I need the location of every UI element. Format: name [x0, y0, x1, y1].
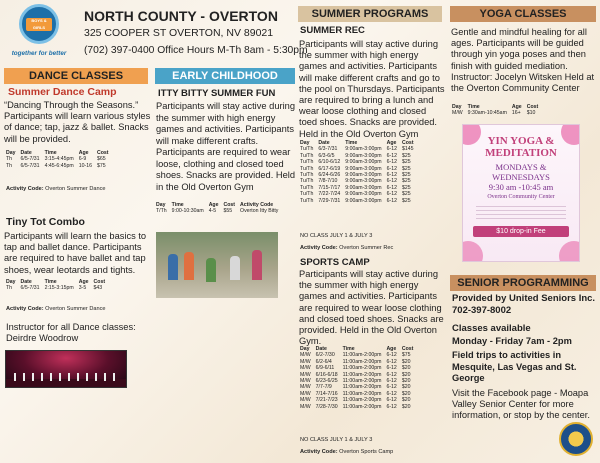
cell: 7/14-7/16: [315, 390, 338, 397]
cell: 6-12: [386, 403, 397, 410]
cell: 9:00am-3:00pm: [345, 165, 382, 172]
cell: 6/5-7/31: [20, 285, 40, 292]
cell: Th: [6, 156, 13, 163]
dance-camp-desc: “Dancing Through the Seasons.” Participants will learn various styles of dance; tap, jazz & ballet. Snacks will be provided.: [4, 100, 151, 144]
cell: Th: [6, 162, 13, 169]
cell: 6-9: [78, 156, 87, 163]
cell: $25: [402, 165, 411, 172]
flower-decoration: [462, 241, 483, 262]
child-figure: [184, 252, 194, 280]
cell: 6/16-6/18: [315, 371, 338, 378]
cell: 4:45-6:45pm: [44, 162, 74, 169]
cell: 6-12: [386, 378, 397, 385]
cell: 9:00am-3:00pm: [345, 159, 382, 166]
yoga-desc: Gentle and mindful healing for all ages. Participants will be guided through yin yoga poses and then finish with guided mediation. Instructor: Jocelyn Witsken Held at the Overton Community Center: [451, 27, 595, 94]
cell: 6-12: [386, 172, 398, 179]
cell: $20: [401, 365, 411, 372]
senior-classes-time: Monday - Friday 7am - 2pm: [452, 336, 572, 346]
flyer-time: 9:30 am -10:45 am: [488, 182, 554, 192]
cell: 11:00am-2:00pm: [342, 403, 382, 410]
cell: $25: [402, 191, 411, 198]
cell: 9:00am-3:00pm: [345, 152, 382, 159]
cell: 11:00am-2:00pm: [342, 352, 382, 359]
flyer-location: Overton Community Center: [487, 194, 555, 200]
early-childhood-photo: [156, 232, 278, 298]
cell: 9:00-10:30am: [171, 208, 204, 215]
cell: Tu/Th: [300, 165, 314, 172]
cell: 6-12: [386, 358, 397, 365]
cell: Tu/Th: [300, 159, 314, 166]
logo-tagline: together for better: [11, 50, 67, 57]
sports-camp-no-class: NO CLASS JULY 1 & JULY 3: [300, 437, 373, 443]
cell: $10: [526, 110, 536, 117]
code-value: Overton Summer Dance: [45, 306, 106, 312]
address: 325 COOPER ST OVERTON, NV 89021: [84, 27, 274, 39]
cell: 3:15-4:45pm: [44, 156, 74, 163]
cell: 6-12: [386, 191, 398, 198]
cell: 11:00am-2:00pm: [342, 384, 382, 391]
dance-instructor: Instructor for all Dance classes: Deirdre Woodrow: [6, 322, 136, 344]
sports-camp-code: [300, 449, 393, 456]
code-value: Overton Summer Rec: [339, 245, 394, 251]
cell: $25: [402, 172, 411, 179]
cell: 6-12: [386, 352, 397, 359]
cell: 6/9-6/11: [315, 365, 335, 372]
cell: $20: [401, 371, 411, 378]
dance-header: DANCE CLASSES: [4, 68, 148, 84]
cell: Tu/Th: [300, 172, 314, 179]
col-age: Age: [386, 140, 397, 146]
senior-classes-label: Classes available: [452, 323, 531, 334]
cell: 6/2-6/4: [315, 358, 332, 365]
logo-badge: [19, 4, 59, 44]
code-label: Activity Code:: [6, 306, 44, 312]
cell: 11:00am-2:00pm: [342, 378, 382, 385]
logo: [6, 4, 72, 64]
child-figure: [206, 258, 216, 282]
cell: 6/5-7/31: [20, 162, 40, 169]
cell: $20: [401, 403, 411, 410]
cell: 11:00am-2:00pm: [342, 390, 382, 397]
child-figure: [252, 250, 262, 280]
col-time: Time: [345, 140, 358, 146]
yoga-flyer: [462, 124, 580, 262]
cell: 6-12: [386, 184, 398, 191]
sports-camp-title: SPORTS CAMP: [300, 257, 370, 268]
cell: 7/22-7/24: [318, 191, 341, 198]
code-value: Overton Sports Camp: [339, 449, 394, 455]
col-age: Age: [386, 346, 397, 352]
cell: 3-5: [78, 285, 87, 292]
cell: $20: [401, 378, 411, 385]
col-date: Date: [315, 346, 327, 352]
cell: 6/10-6/12: [318, 159, 341, 166]
col-age: Age: [78, 279, 89, 285]
cell: Tu/Th: [300, 146, 314, 153]
cell: Th: [6, 285, 13, 292]
code-label: Activity Code:: [300, 449, 338, 455]
table-row: [6, 163, 114, 169]
sports-camp-table: [300, 346, 418, 410]
cell: M/W: [300, 371, 311, 378]
summer-rec-title: SUMMER REC: [300, 25, 365, 36]
cell: 6/17-6/19: [318, 165, 341, 172]
tiny-tot-table: [6, 279, 110, 292]
col-age: Age: [208, 202, 219, 208]
cell: Tu/Th: [300, 191, 314, 198]
cell: 6/24-6/26: [318, 172, 341, 179]
cell: M/W: [300, 378, 311, 385]
cell: 6-12: [386, 390, 397, 397]
cell: 4-5: [208, 208, 217, 215]
cell: 11:00am-2:00pm: [342, 397, 382, 404]
cell: 9:00am-3:00pm: [345, 178, 382, 185]
col-date: Date: [20, 150, 32, 156]
senior-provider: Provided by United Seniors Inc. 702-397-8002: [452, 293, 596, 316]
summer-rec-code: [300, 245, 393, 252]
cell: $25: [402, 159, 411, 166]
tiny-tot-desc: Participants will learn the basics to tap and ballet dance. Participants are required to have ballet and tap shoes, wear leotards and tights.: [4, 231, 147, 275]
cell: 6-12: [386, 397, 397, 404]
cell: 7/29-7/31: [318, 197, 341, 204]
cell: 6/23-6/25: [315, 378, 338, 385]
col-age: Age: [511, 104, 522, 110]
table-row: [300, 198, 419, 204]
cell: M/W: [300, 365, 311, 372]
cell: T/Th: [156, 208, 167, 215]
cell: $145: [402, 146, 414, 153]
cell: Tu/Th: [300, 152, 314, 159]
col-cost: Cost: [93, 279, 106, 285]
col-cost: Cost: [401, 346, 414, 352]
cell: $75: [97, 162, 106, 169]
itty-bitty-table: [156, 202, 283, 215]
cell: 7/21-7/23: [315, 397, 338, 404]
summer-programs-header: SUMMER PROGRAMS: [298, 6, 442, 22]
dancers: [14, 373, 119, 381]
cell: 6/3-6/5: [318, 152, 335, 159]
col-time: Time: [44, 150, 57, 156]
cell: 6/2-7/30: [315, 352, 335, 359]
flyer-fee: $10 drop-in Fee: [473, 226, 569, 237]
cell: 11:00am-2:00pm: [342, 371, 382, 378]
table-row: [452, 110, 543, 116]
page-title: NORTH COUNTY - OVERTON: [84, 8, 278, 24]
tiny-tot-title: Tiny Tot Combo: [6, 216, 85, 228]
cell: 7/8-7/10: [318, 178, 338, 185]
cell: M/W: [300, 358, 311, 365]
cell: $25: [402, 184, 411, 191]
tiny-tot-code: [6, 306, 105, 313]
child-figure: [168, 254, 178, 280]
summer-rec-desc: Participants will stay active during the summer with high energy games and activities. Participants will make different crafts and go to the pool on Thursdays. Participants are required to bring a lunch and wear loose clothing and closed toed shoes. Snacks are provided. Held in the Old Overton Gym: [299, 39, 445, 139]
cell: 9:30am-10:45am: [467, 110, 507, 117]
dance-camp-table: [6, 150, 114, 169]
col-activity-code: Activity Code: [240, 202, 274, 208]
col-time: Time: [44, 279, 57, 285]
cell: 7/7-7/9: [315, 384, 332, 391]
phone-hours: (702) 397-0400 Office Hours M-Th 8am - 5:30pm: [84, 45, 308, 56]
cell: $20: [401, 390, 411, 397]
flower-decoration: [559, 241, 580, 262]
cell: M/W: [300, 384, 311, 391]
col-time: Time: [171, 202, 184, 208]
dance-camp-code: [6, 186, 105, 193]
itty-bitty-title: ITTY BITTY SUMMER FUN: [158, 88, 276, 99]
cell: Overton Itty Bitty: [240, 208, 279, 215]
flyer-days: MONDAYS &: [495, 162, 547, 172]
cell: $55: [223, 208, 233, 215]
summer-rec-no-class: NO CLASS JULY 1 & JULY 3: [300, 233, 373, 239]
col-day: Day: [452, 104, 462, 110]
col-day: Day: [6, 150, 16, 156]
col-day: Day: [156, 202, 166, 208]
table-row: [6, 285, 110, 291]
col-day: Day: [6, 279, 16, 285]
cell: M/W: [452, 110, 463, 117]
seal-badge: [559, 422, 593, 456]
cell: 9:00am-3:00pm: [345, 197, 382, 204]
table-row: [6, 156, 114, 162]
flyer-days: WEDNESDAYS: [492, 172, 550, 182]
flyer-fine-print: [476, 206, 566, 220]
cell: $20: [401, 384, 411, 391]
code-label: Activity Code:: [300, 245, 338, 251]
sports-camp-desc: Participants will stay active during the summer with high energy games and activities. Participants are required to wear loose clothing and closed toed shoes. Snacks are provided. Held in the Old Overton Gym.: [299, 269, 444, 347]
cell: Tu/Th: [300, 197, 314, 204]
cell: 9:00am-3:00pm: [345, 172, 382, 179]
col-day: Day: [300, 140, 310, 146]
col-cost: Cost: [526, 104, 539, 110]
cell: 6-12: [386, 159, 398, 166]
cell: $75: [401, 352, 411, 359]
cell: 9:00am-3:00pm: [345, 146, 382, 153]
cell: Tu/Th: [300, 178, 314, 185]
table-row: [300, 404, 418, 410]
cell: $25: [402, 152, 411, 159]
cell: M/W: [300, 390, 311, 397]
cell: 6-12: [386, 384, 397, 391]
col-day: Day: [300, 346, 310, 352]
dance-photo: [5, 350, 127, 388]
cell: $20: [401, 397, 411, 404]
senior-header: SENIOR PROGRAMMING: [450, 275, 596, 291]
cell: 6/3-7/31: [318, 146, 338, 153]
itty-bitty-desc: Participants will stay active during the summer with high energy games and activities. Participants will make different crafts. Participants are required to wear loose, clothing and closed toed shoes. Snacks are provided. Held in the Old Overton Gym: [156, 101, 296, 192]
col-cost: Cost: [97, 150, 109, 156]
cell: M/W: [300, 397, 311, 404]
cell: M/W: [300, 352, 311, 359]
code-value: Overton Summer Dance: [45, 186, 106, 192]
cell: 7/28-7/30: [315, 403, 338, 410]
cell: 6-12: [386, 371, 397, 378]
cell: $25: [402, 178, 411, 185]
cell: 2:15-3:15pm: [44, 285, 74, 292]
cell: 6-12: [386, 365, 397, 372]
code-label: Activity Code:: [6, 186, 44, 192]
cell: 6-12: [386, 178, 398, 185]
cell: 9:00am-3:00pm: [345, 191, 382, 198]
cell: $20: [401, 358, 411, 365]
cell: 11:00am-2:00pm: [342, 365, 382, 372]
cell: 6-12: [386, 146, 398, 153]
cell: $65: [97, 156, 106, 163]
cell: 6-12: [386, 165, 398, 172]
cell: 6/5-7/31: [20, 156, 40, 163]
yoga-table: [452, 104, 543, 117]
flyer-title: YIN YOGA &: [487, 135, 555, 147]
cell: $25: [402, 197, 411, 204]
cell: Tu/Th: [300, 184, 314, 191]
col-date: Date: [318, 140, 330, 146]
yoga-header: YOGA CLASSES: [450, 6, 596, 22]
table-row: [156, 208, 283, 214]
col-age: Age: [78, 150, 89, 156]
col-cost: Cost: [223, 202, 236, 208]
cell: $43: [93, 285, 103, 292]
cell: 9:00am-3:00pm: [345, 184, 382, 191]
logo-label: BOYS & GIRLS: [26, 18, 52, 31]
cell: 11:00am-2:00pm: [342, 358, 382, 365]
cell: 7/15-7/17: [318, 184, 341, 191]
col-time: Time: [342, 346, 355, 352]
cell: M/W: [300, 403, 311, 410]
early-childhood-header: EARLY CHILDHOOD: [155, 68, 295, 84]
cell: 16+: [511, 110, 521, 117]
col-time: Time: [467, 104, 480, 110]
senior-visit: Visit the Facebook page - Moapa Valley Senior Center for more information, or stop by the center.: [452, 388, 590, 421]
summer-rec-table: [300, 140, 419, 204]
col-cost: Cost: [402, 140, 414, 146]
child-figure: [230, 256, 240, 280]
col-date: Date: [20, 279, 32, 285]
dance-camp-title: Summer Dance Camp: [8, 86, 117, 98]
senior-trips: Field trips to activities in Mesquite, Las Vegas and St. George: [452, 350, 577, 383]
cell: 6-12: [386, 197, 398, 204]
cell: 6-12: [386, 152, 398, 159]
cell: 10-16: [78, 162, 92, 169]
flyer-title: MEDITATION: [485, 147, 557, 159]
